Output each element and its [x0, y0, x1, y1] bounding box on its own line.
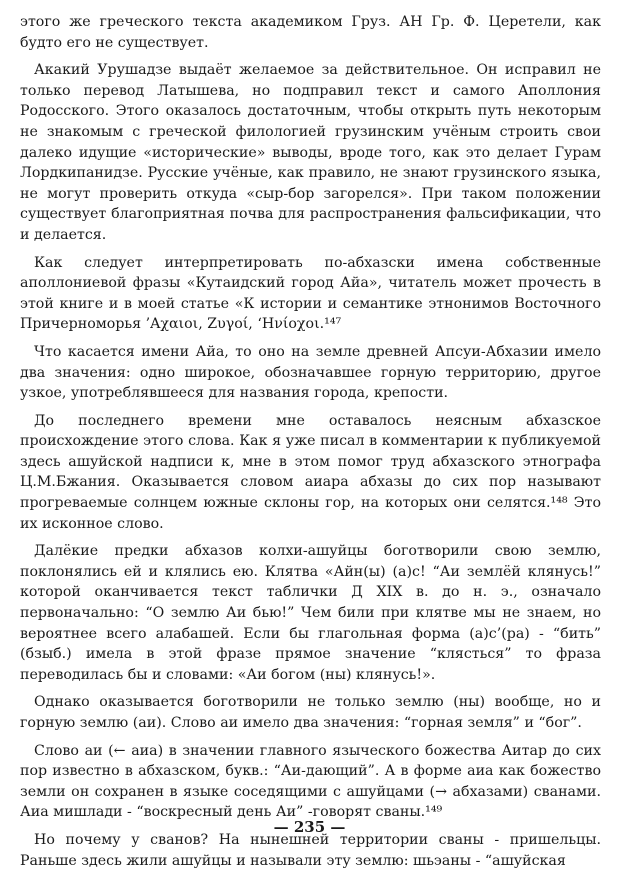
paragraph: Однако оказывается боготворили не только землю (ны) вообще, но и горную землю (аи). Слово аи имело два значения: “горная земля” и “бог”. [20, 694, 601, 731]
paragraph: Но почему у сванов? На нынешней территории сваны - пришельцы. Раньше здесь жили ашуйцы и называли эту землю: шьэаны - “ашуйская [20, 831, 601, 869]
paragraph: Что касается имени Айа, то оно на земле древней Апсуи-Абхазии имело два значения: одно широкое, обозначавшее горную территорию, другое узкое, употреблявшееся для названия города, крепости. [20, 343, 601, 402]
paragraph: Акакий Урушадзе выдаёт желаемое за действительное. Он исправил не только перевод Латышева, но подправил текст и самого Аполлония Родосского. Этого оказалось достаточным, чтобы открыть путь некоторым не знакомым с греческой филологией грузинским учёным строить свои далеко идущие «исторические» выводы, вроде того, как это делает Гурам Лордкипанидзе. Русские учёные, как правило, не знают грузинского языка, не могут проверить откуда «сыр-бор загорелся». При таком положении существует благоприятная почва для распространения фальсификации, что и делается. [20, 62, 601, 243]
paragraph: этого же греческого текста академиком Груз. АН Гр. Ф. Церетели, как будто его не существует. [20, 14, 601, 51]
paragraph: Далёкие предки абхазов колхи-ашуйцы боготворили свою землю, поклонялись ей и клялись ею. Клятва «Айн(ы) (а)с! “Аи землёй клянусь!” которой оканчивается текст таблички Д XIX в. до н. э., означало первоначально: “О землю Аи бью!” Чем били при клятве мы не знаем, но вероятнее всего алабашей. Если бы глагольная форма (а)с’(ра) - “бить” (бзыб.) имела в этой фразе прямое значение “клясться” то фраза переводилась бы и словами: «Аи богом (ны) клянусь!». [20, 543, 601, 683]
page-number: — 235 — [273, 818, 346, 836]
paragraph: До последнего времени мне оставалось неясным абхазское происхождение этого слова. Как я уже писал в комментарии к публикуемой здесь ашуйской надписи к, мне в этом помог труд абхазского этнографа Ц.М.Бжания. Оказывается словом аиара абхазы до сих пор называют прогреваемые солнцем южные склоны гор, на которых они селятся.¹⁴⁸ Это их исконное слово. [20, 412, 601, 532]
paragraph: Слово аи (← аиа) в значении главного языческого божества Аитар до сих пор известно в абхазском, букв.: “Аи-дающий”. А в форме аиа как божество земли он сохранен в языке соседящими с ашуйцами (→ абхазами) сванами. Аиа мишлади - “воскресный день Аи” -говорят сваны.¹⁴⁹ [20, 742, 601, 821]
paragraph: Как следует интерпретировать по-абхазски имена собственные аполлониевой фразы «Кутаидский город Айа», читатель может прочесть в этой книге и в моей статье «К истории и семантике этнонимов Восточного Причерноморья ’Αχαιοι, Ζυγοί, ‘Ηνίοχοι.¹⁴⁷ [20, 254, 601, 333]
